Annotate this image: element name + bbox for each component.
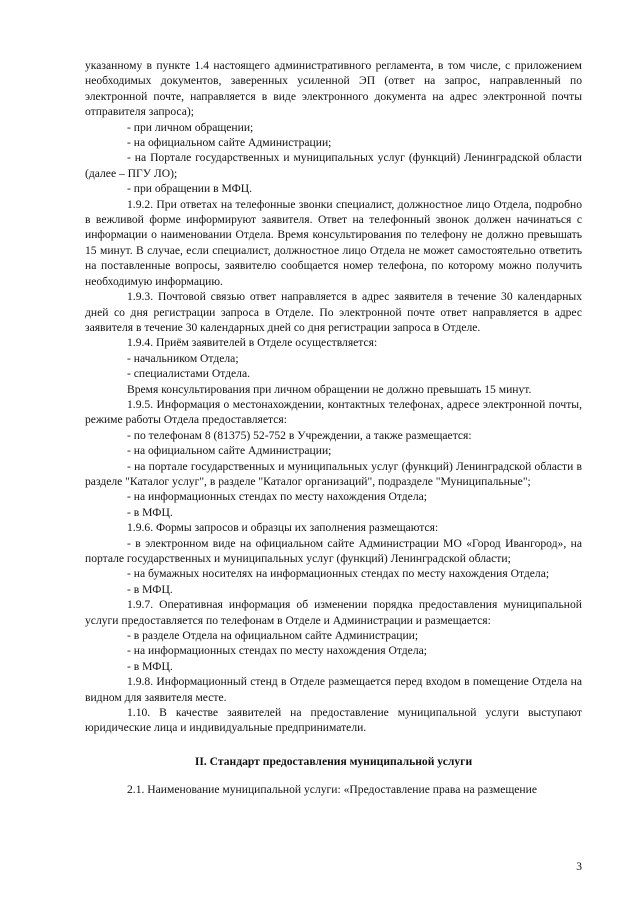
paragraph: 1.9.6. Формы запросов и образцы их заполнения размещаются: <box>127 521 439 535</box>
paragraph: 1.9.4. Приём заявителей в Отделе осуществляется: <box>127 336 378 350</box>
paragraph: 1.9.3. Почтовой связью ответ направляется в адрес заявителя в течение 30 календарных дней со дня регистрации запроса в Отделе. По электронной почте ответ направляется в адрес заявителя в течение 30 календарных дней со дня регистрации запроса в Отделе. <box>85 290 582 334</box>
paragraph: 1.9.7. Оперативная информация об изменении порядка предоставления муниципальной услуги предоставляется по телефонам в Отделе и Администрации и размещается: <box>85 598 582 627</box>
paragraph: 1.9.5. Информация о местонахождении, контактных телефонах, адресе электронной почты, режиме работы Отдела предоставляется: <box>85 397 582 427</box>
page-number: 3 <box>576 861 582 873</box>
list-item: - в электронном виде на официальном сайте Администрации МО «Город Ивангород», на портале государственных и муниципальных услуг (функций) Ленинградской области; <box>85 536 582 565</box>
paragraph: указанному в пункте 1.4 настоящего административного регламента, в том числе, с приложением необходимых документов, заверенных усиленной ЭП (ответ на запрос, направленный по электронной почте, направляется в виде электронного документа на адрес электронной почты отправителя запроса); <box>85 59 582 119</box>
list-item: - при обращении в МФЦ. <box>127 182 253 196</box>
paragraph: 2.1. Наименование муниципальной услуги: «Предоставление права на размещение <box>127 783 537 797</box>
list-item: - в МФЦ. <box>127 659 173 673</box>
list-item: - на официальном сайте Администрации; <box>127 136 332 150</box>
paragraph: 1.9.2. При ответах на телефонные звонки специалист, должностное лицо Отдела, подробно в вежливой форме информируют заявителя. Ответ на телефонный звонок должен начинаться с информации о наименовании Отдела. Время консультирования по телефону не должно превышать 15 минут. В случае, если специалист, должностное лицо Отдела не может самостоятельно ответить на поставленные вопросы, заявителю сообщается номер телефона, по которому можно получить необходимую информацию. <box>85 197 582 288</box>
list-item: - в МФЦ. <box>127 505 173 519</box>
list-item: - при личном обращении; <box>127 120 254 134</box>
list-item: - на бумажных носителях на информационных стендах по месту нахождения Отдела; <box>127 567 550 581</box>
list-item: - на информационных стендах по месту нахождения Отдела; <box>127 644 427 658</box>
list-item: - по телефонам 8 (81375) 52-752 в Учреждении, а также размещается: <box>127 428 472 442</box>
list-item: - специалистами Отдела. <box>127 367 251 381</box>
list-item: - в разделе Отдела на официальном сайте Администрации; <box>127 629 419 643</box>
list-item: - на официальном сайте Администрации; <box>127 444 332 458</box>
list-item: - в МФЦ. <box>127 582 173 596</box>
document-body <box>85 58 582 798</box>
list-item: - начальником Отдела; <box>127 351 239 365</box>
list-item: - на информационных стендах по месту нахождения Отдела; <box>127 490 427 504</box>
paragraph: 1.10. В качестве заявителей на предоставление муниципальной услуги выступают юридические лица и индивидуальные предприниматели. <box>85 706 582 735</box>
paragraph: Время консультирования при личном обращении не должно превышать 15 минут. <box>127 382 532 396</box>
paragraph: 1.9.8. Информационный стенд в Отделе размещается перед входом в помещение Отдела на видном для заявителя месте. <box>85 675 582 704</box>
list-item: - на портале государственных и муниципальных услуг (функций) Ленинградской области в разделе "Каталог услуг", в разделе "Каталог организаций", подразделе "Муниципальные"; <box>85 459 582 488</box>
list-item: - на Портале государственных и муниципальных услуг (функций) Ленинградской области (далее – ПГУ ЛО); <box>85 151 582 180</box>
section-heading: II. Стандарт предоставления муниципальной услуги <box>194 754 473 768</box>
